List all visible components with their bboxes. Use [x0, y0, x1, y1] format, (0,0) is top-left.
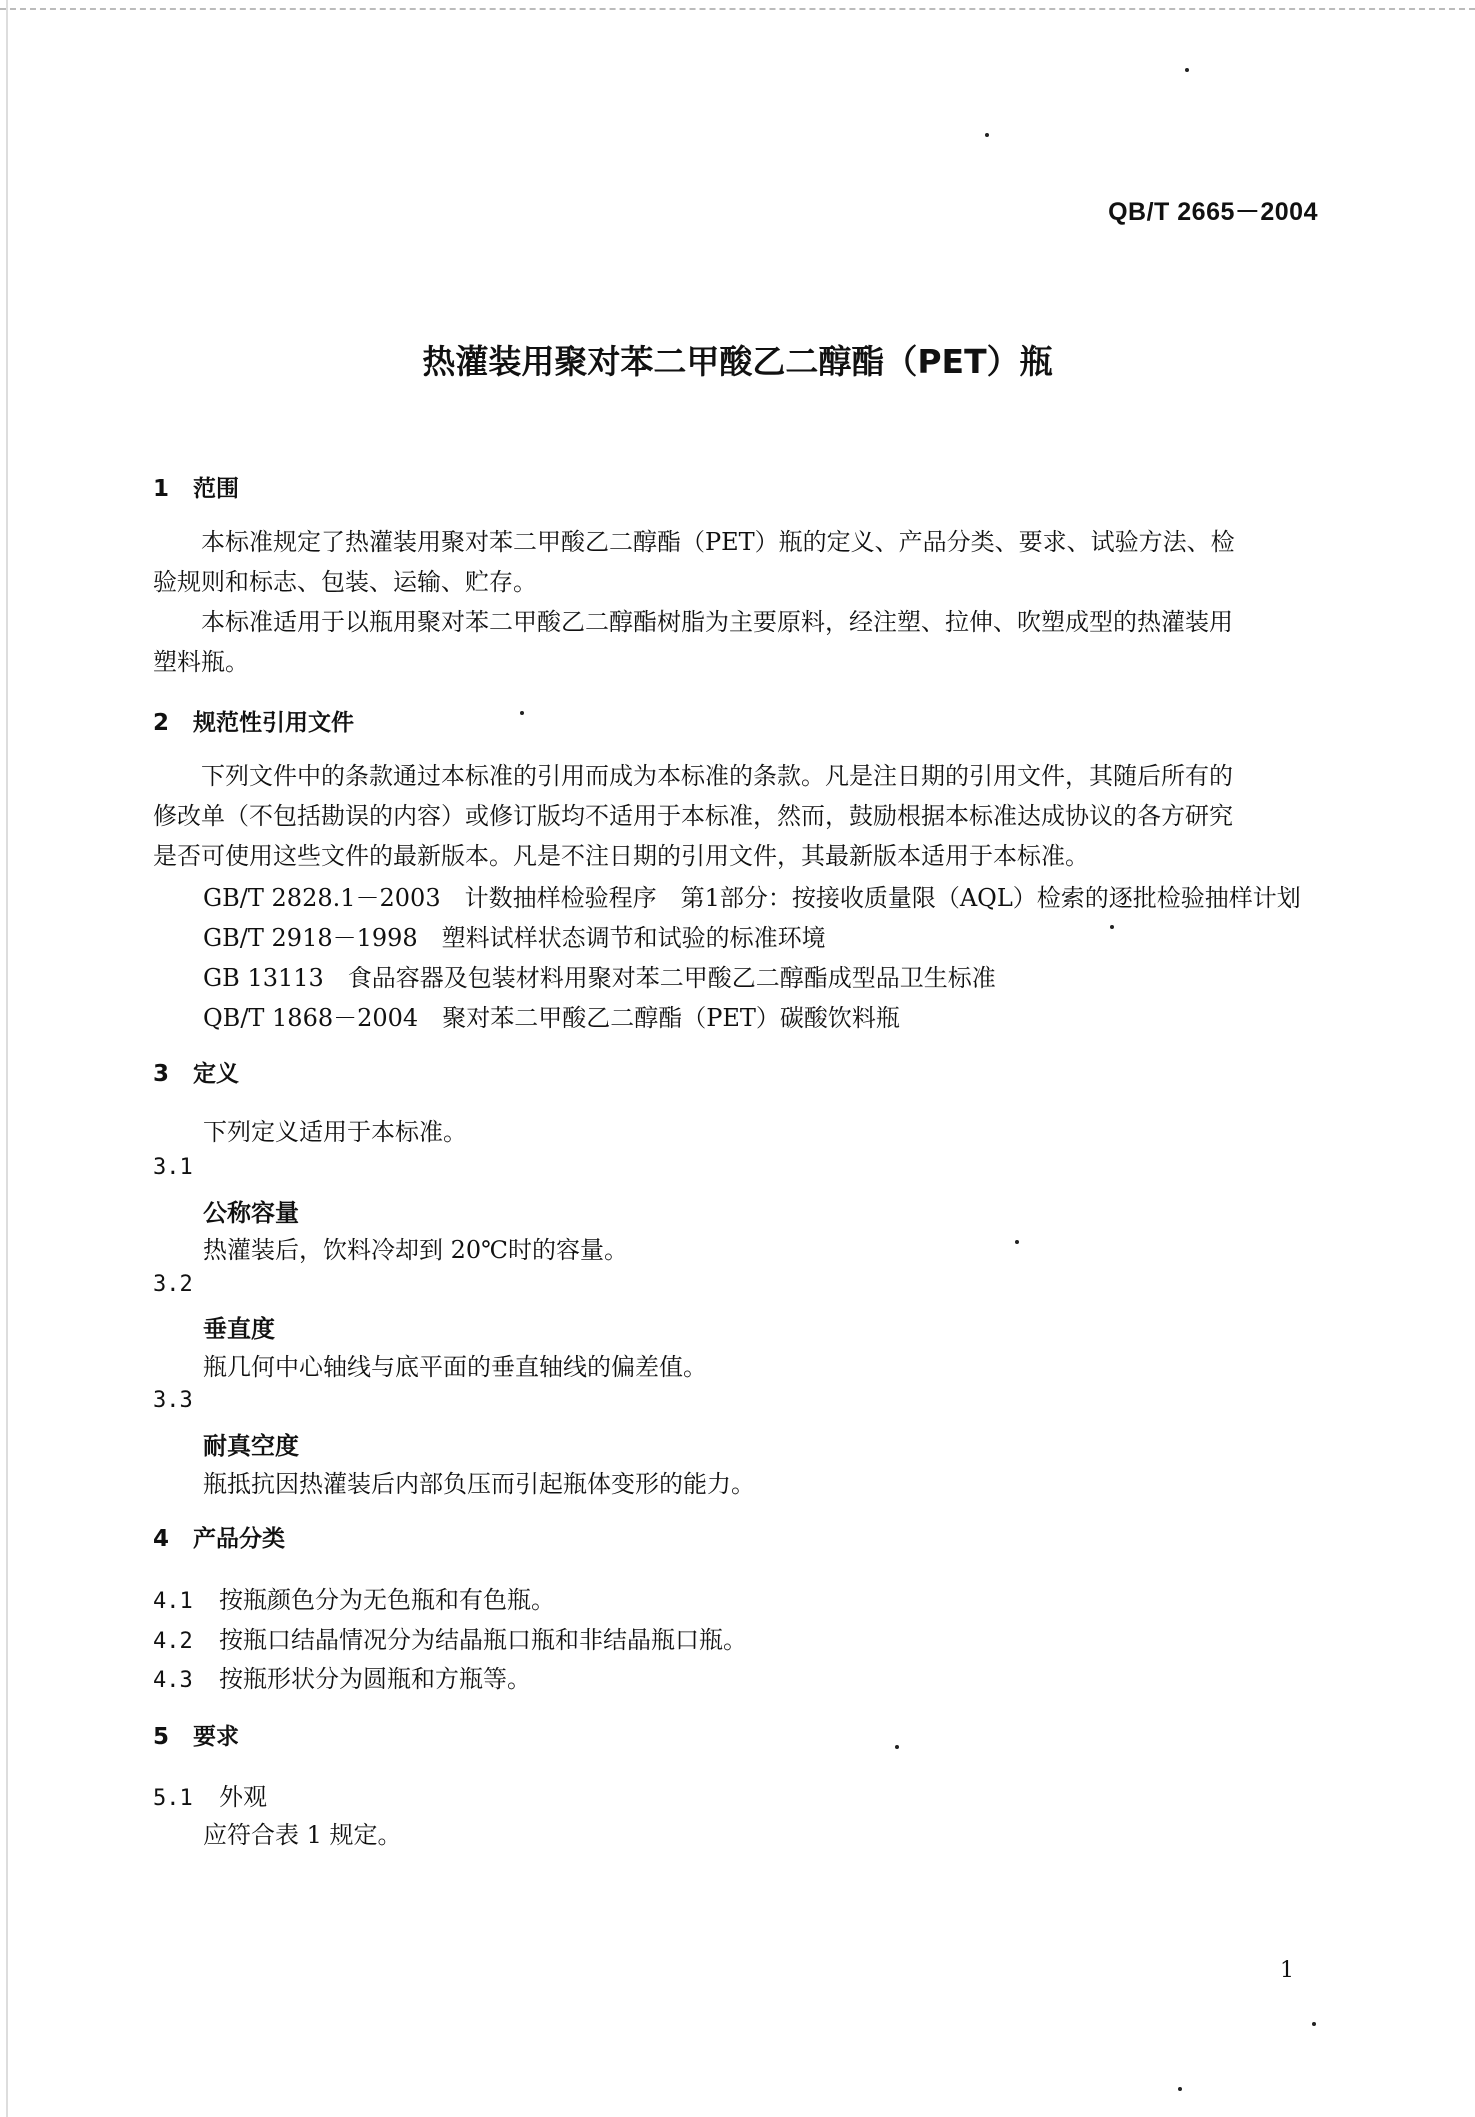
- term-definition: 瓶几何中心轴线与底平面的垂直轴线的偏差值。: [203, 1353, 707, 1381]
- item-text: 按瓶颜色分为无色瓶和有色瓶。: [219, 1586, 555, 1614]
- normative-reference: GB/T 2918－1998 塑料试样状态调节和试验的标准环境: [203, 924, 826, 952]
- text-line: 塑料瓶。: [153, 648, 249, 676]
- clause-number: 5.1: [153, 1786, 193, 1811]
- scan-speck: [1178, 2087, 1182, 2091]
- clause-number: 4.3: [153, 1668, 193, 1693]
- section-title: 要求: [193, 1724, 239, 1750]
- text-line: 是否可使用这些文件的最新版本。凡是不注日期的引用文件，其最新版本适用于本标准。: [153, 842, 1089, 870]
- term-name: 公称容量: [203, 1199, 299, 1227]
- text-line: 修改单（不包括勘误的内容）或修订版均不适用于本标准，然而，鼓励根据本标准达成协议的各方研究: [153, 802, 1233, 830]
- text-line: 本标准适用于以瓶用聚对苯二甲酸乙二醇酯树脂为主要原料，经注塑、拉伸、吹塑成型的热灌装用: [201, 608, 1233, 636]
- section-1-paragraph-2: [153, 602, 1321, 682]
- clause-number: 3.3: [153, 1388, 193, 1413]
- scan-speck: [1110, 925, 1114, 929]
- term-definition: 热灌装后，饮料冷却到 20℃时的容量。: [203, 1236, 629, 1264]
- normative-reference: GB/T 2828.1－2003 计数抽样检验程序 第1部分：按接收质量限（AQL）检索的逐批检验抽样计划: [203, 884, 1301, 912]
- section-2-paragraph: [153, 756, 1321, 876]
- subclause-title: 外观: [219, 1783, 267, 1811]
- section-number: 5: [153, 1724, 170, 1750]
- text-line: 本标准规定了热灌装用聚对苯二甲酸乙二醇酯（PET）瓶的定义、产品分类、要求、试验方法、检: [201, 528, 1235, 556]
- section-2-heading: [153, 704, 354, 737]
- normative-reference: GB 13113 食品容器及包装材料用聚对苯二甲酸乙二醇酯成型品卫生标准: [203, 964, 996, 992]
- normative-reference: QB/T 1868－2004 聚对苯二甲酸乙二醇酯（PET）碳酸饮料瓶: [203, 1004, 900, 1032]
- section-number: 4: [153, 1526, 170, 1552]
- term-definition: 瓶抵抗因热灌装后内部负压而引起瓶体变形的能力。: [203, 1470, 755, 1498]
- scan-speck: [1185, 68, 1189, 72]
- section-title: 定义: [193, 1061, 239, 1087]
- section-number: 1: [153, 476, 170, 502]
- section-number: 3: [153, 1061, 170, 1087]
- item-text: 按瓶口结晶情况分为结晶瓶口瓶和非结晶瓶口瓶。: [219, 1626, 747, 1654]
- section-1-heading: [153, 470, 239, 503]
- section-title: 范围: [193, 476, 239, 502]
- scan-left-edge: [6, 0, 8, 2117]
- text-line: 验规则和标志、包装、运输、贮存。: [153, 568, 537, 596]
- item-text: 按瓶形状分为圆瓶和方瓶等。: [219, 1665, 531, 1693]
- clause-number: 3.1: [153, 1155, 193, 1180]
- scan-speck: [1015, 1240, 1019, 1244]
- definitions-intro: 下列定义适用于本标准。: [203, 1118, 467, 1146]
- text-line: 下列文件中的条款通过本标准的引用而成为本标准的条款。凡是注日期的引用文件，其随后所有的: [201, 762, 1233, 790]
- classification-item: [153, 1580, 555, 1615]
- section-1-paragraph-1: [153, 522, 1321, 602]
- section-3-heading: [153, 1055, 239, 1088]
- section-title: 规范性引用文件: [193, 710, 354, 736]
- section-5-heading: [153, 1718, 239, 1751]
- term-name: 垂直度: [203, 1315, 275, 1343]
- section-title: 产品分类: [193, 1526, 285, 1552]
- subclause-text: 应符合表 1 规定。: [203, 1821, 402, 1849]
- section-4-heading: [153, 1520, 285, 1553]
- scan-speck: [895, 1745, 899, 1749]
- scan-top-edge: [0, 8, 1475, 12]
- scan-speck: [1312, 2022, 1316, 2026]
- clause-number: 4.2: [153, 1629, 193, 1654]
- scan-speck: [520, 711, 524, 715]
- standard-code: QB/T 2665－2004: [1108, 198, 1318, 226]
- subclause-heading: [153, 1777, 267, 1812]
- scan-speck: [985, 133, 989, 137]
- term-name: 耐真空度: [203, 1432, 299, 1460]
- page-number: 1: [1280, 1958, 1294, 1983]
- clause-number: 3.2: [153, 1272, 193, 1297]
- section-number: 2: [153, 710, 170, 736]
- classification-item: [153, 1659, 531, 1694]
- clause-number: 4.1: [153, 1589, 193, 1614]
- classification-item: [153, 1620, 747, 1655]
- document-title: 热灌装用聚对苯二甲酸乙二醇酯（PET）瓶: [422, 342, 1053, 381]
